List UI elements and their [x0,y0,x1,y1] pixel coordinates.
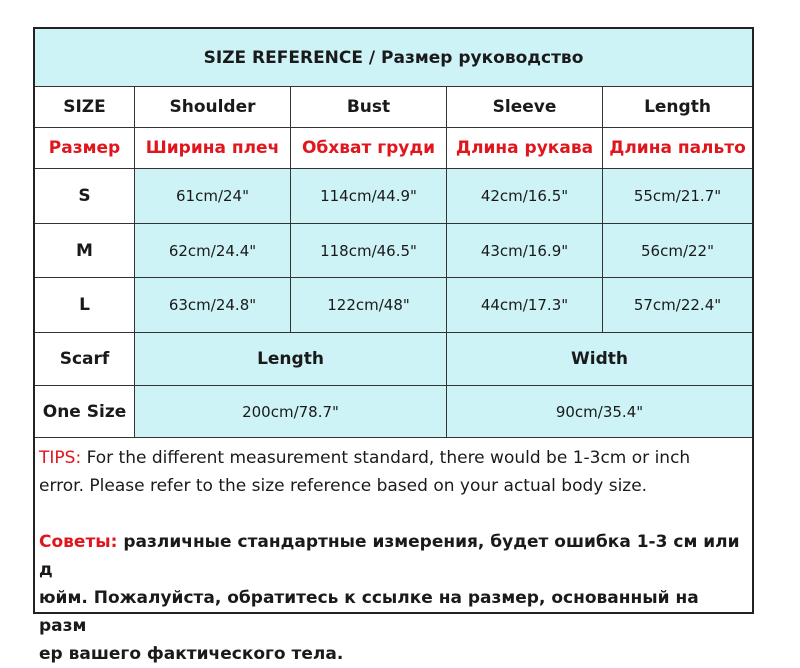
size-reference-table [33,27,754,664]
tips-label: TIPS: [39,448,82,468]
header-bust: Bust [290,86,446,127]
cell-m-shoulder: 62cm/24.4" [134,223,290,277]
ru-line-1 [39,528,748,584]
row-size-s: S [35,168,134,223]
cell-m-length: 56cm/22" [602,223,752,277]
ru-text-1: различные стандартные измерения, будет ошибка 1-3 см или д [39,532,740,580]
scarf-size-label: One Size [35,385,134,437]
header-size-ru: Размер [35,127,134,168]
header-size: SIZE [35,86,134,127]
table-title: SIZE REFERENCE / Размер руководство [35,29,752,86]
tips-line-1 [39,444,748,472]
cell-l-bust: 122cm/48" [290,277,446,332]
header-shoulder-ru: Ширина плеч [134,127,290,168]
cell-l-sleeve: 44cm/17.3" [446,277,602,332]
tips-text-1: For the different measurement standard, there would be 1-3cm or inch [81,448,691,468]
cell-s-bust: 114cm/44.9" [290,168,446,223]
header-bust-ru: Обхват груди [290,127,446,168]
scarf-width-header: Width [446,332,752,385]
notes-section [35,437,752,664]
header-length-ru: Длина пальто [602,127,752,168]
cell-l-length: 57cm/22.4" [602,277,752,332]
cell-s-length: 55cm/21.7" [602,168,752,223]
scarf-width-value: 90cm/35.4" [446,385,752,437]
cell-m-sleeve: 43cm/16.9" [446,223,602,277]
header-shoulder: Shoulder [134,86,290,127]
ru-tips-label: Советы: [39,532,118,552]
cell-s-sleeve: 42cm/16.5" [446,168,602,223]
scarf-label: Scarf [35,332,134,385]
header-sleeve: Sleeve [446,86,602,127]
ru-line-2: юйм. Пожалуйста, обратитесь к ссылке на размер, основанный на разм [39,588,699,636]
header-length: Length [602,86,752,127]
cell-m-bust: 118cm/46.5" [290,223,446,277]
cell-l-shoulder: 63cm/24.8" [134,277,290,332]
row-size-l: L [35,277,134,332]
row-size-m: M [35,223,134,277]
header-sleeve-ru: Длина рукава [446,127,602,168]
tips-line-2: error. Please refer to the size reference based on your actual body size. [39,476,648,496]
scarf-length-value: 200cm/78.7" [134,385,446,437]
cell-s-shoulder: 61cm/24" [134,168,290,223]
ru-line-3: ер вашего фактического тела. [39,644,344,664]
scarf-length-header: Length [134,332,446,385]
